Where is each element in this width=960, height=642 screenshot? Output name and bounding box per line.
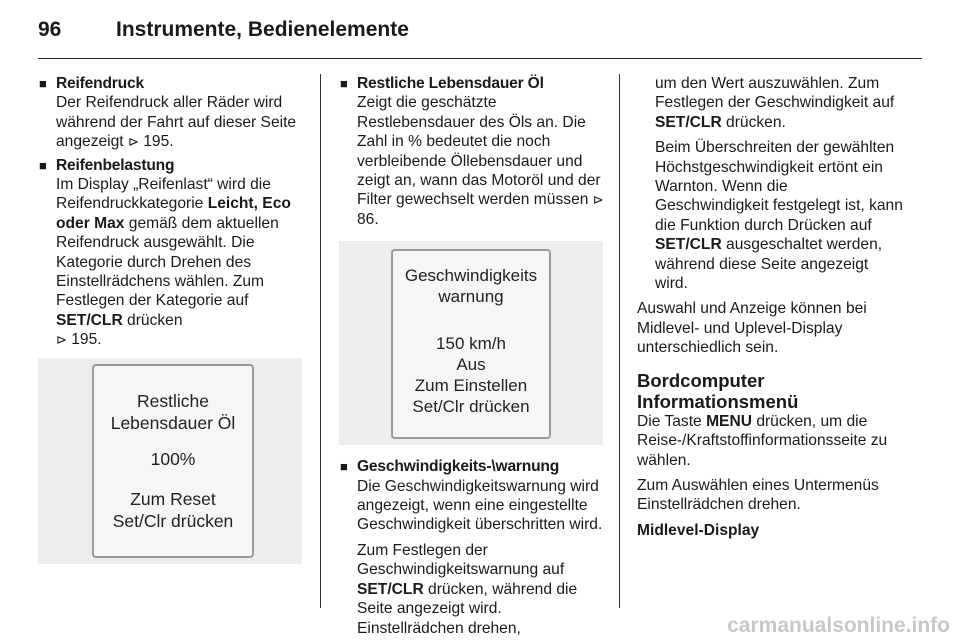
item-text: Im Display „Reifenlast“ wird die Reifendruckkategorie Leicht, Eco oder Max gemäß dem aktuellen Reifendruck ausgewählt. Die Kategorie durch Drehen des Einstellrädchens wählen. Zum Festlegen der Kategorie auf SET/CLR drücken ⊳ 195. <box>56 176 291 349</box>
paragraph: Zum Auswählen eines Untermenüs Einstellrädchen drehen. <box>637 476 879 514</box>
display-screen: Geschwindigkeits warnung 150 km/h Aus Zum Einstellen Set/Clr drücken <box>391 249 551 439</box>
page-header <box>38 18 409 42</box>
bullet-icon: ■ <box>340 76 348 91</box>
paragraph: Beim Überschreiten der gewählten Höchstgeschwindigkeit ertönt ein Warnton. Wenn die Geschwindigkeit festgelegt ist, kann die Funktion durch Drücken auf SET/CLR ausgeschaltet werden, während diese Seite angezeigt wird. <box>655 139 903 293</box>
bullet-icon: ■ <box>39 76 47 91</box>
item-text: Die Geschwindigkeitswarnung wird angezeigt, wenn eine eingestellte Geschwindigkeit überschritten wird. <box>357 477 603 534</box>
page-title: Instrumente, Bedienelemente <box>116 18 409 41</box>
paragraph: Auswahl und Anzeige können bei Midlevel- und Uplevel-Display unterschiedlich sein. <box>637 300 867 357</box>
page-number: 96 <box>38 18 62 41</box>
list-item-geschwindigkeitswarnung <box>339 457 605 638</box>
page-reference[interactable]: 86. <box>357 210 379 228</box>
section-heading: Bordcomputer Informationsmenü <box>637 369 799 412</box>
page-reference[interactable]: 195. <box>71 331 102 349</box>
display-illustration-speed-warning <box>339 241 603 445</box>
column-1 <box>38 74 302 564</box>
column-divider-1 <box>320 74 321 608</box>
item-title: Reifendruck <box>56 75 144 92</box>
column-divider-2 <box>619 74 620 608</box>
reference-arrow-icon: ⊳ <box>127 134 139 150</box>
reference-arrow-icon: ⊳ <box>592 192 604 208</box>
item-title: Geschwindigkeits-\warnung <box>357 458 560 476</box>
column-2 <box>339 74 605 642</box>
watermark: carmanualsonline.info <box>727 614 950 637</box>
subheading: Midlevel-Display <box>637 521 760 539</box>
list-item-reifendruck <box>38 74 302 152</box>
item-title: Reifenbelastung <box>56 156 175 174</box>
display-illustration-oil-life <box>38 358 302 564</box>
column-3 <box>637 74 903 540</box>
header-rule <box>38 58 922 59</box>
display-screen: Restliche Lebensdauer Öl 100% Zum Reset Set/Clr drücken <box>92 364 254 558</box>
list-item-reifenbelastung <box>38 156 302 350</box>
item-title: Restliche Lebensdauer Öl <box>357 75 544 92</box>
paragraph: Die Taste MENU drücken, um die Reise-/Kraftstoffinformationsseite zu wählen. <box>637 412 888 469</box>
paragraph: um den Wert auszuwählen. Zum Festlegen der Geschwindigkeit auf SET/CLR drücken. <box>655 75 895 131</box>
bullet-icon: ■ <box>39 157 47 173</box>
item-text: Zeigt die geschätzte Restlebensdauer des Öls an. Die Zahl in % bedeutet die noch verbleibende Öllebensdauer und zeigt an, wann das Motoröl und der Filter gewechselt werden müssen ⊳ 86. <box>357 94 604 228</box>
reference-arrow-icon: ⊳ <box>56 332 67 348</box>
page-reference[interactable]: 195. <box>143 133 174 151</box>
item-text: Zum Festlegen der Geschwindigkeitswarnung auf SET/CLR drücken, während die Seite angezeigt wird. Einstellrädchen drehen, <box>357 541 578 637</box>
item-text: Der Reifendruck aller Räder wird während der Fahrt auf dieser Seite angezeigt ⊳ 195. <box>56 94 297 151</box>
list-item-restliche-lebensdauer <box>339 74 605 229</box>
bullet-icon: ■ <box>340 459 348 475</box>
